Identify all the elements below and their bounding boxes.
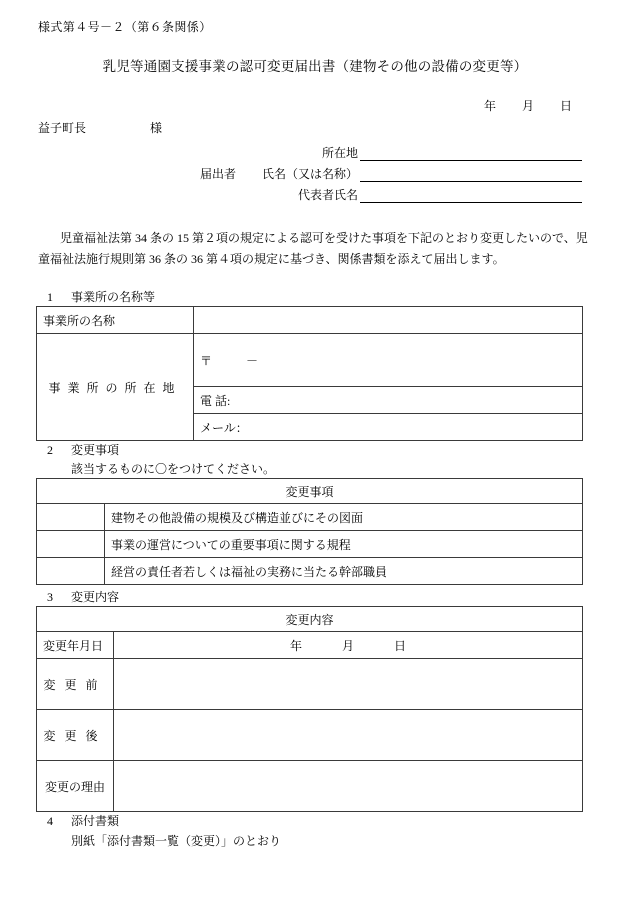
submitter-block <box>38 140 582 203</box>
postal-mark-icon: 〒 <box>200 353 213 368</box>
change-item-label-0: 建物その他設備の規模及び構造並びにその図面 <box>105 504 583 531</box>
date-month-label: 月 <box>521 99 534 113</box>
submitter-name-input[interactable] <box>360 168 582 182</box>
change-date-label: 変更年月日 <box>37 632 114 659</box>
change-date-day-label: 日 <box>394 638 407 653</box>
table-row <box>37 659 583 710</box>
change-items-table <box>36 478 583 585</box>
office-name-value[interactable] <box>194 307 583 334</box>
table-row <box>37 710 583 761</box>
body-paragraph <box>38 228 590 270</box>
change-content-table <box>36 606 583 812</box>
section4-heading <box>47 812 119 829</box>
submitter-address-row <box>38 140 582 161</box>
change-reason-label: 変更の理由 <box>37 761 114 812</box>
change-date-cell[interactable] <box>114 632 583 659</box>
submitter-name-row <box>38 161 582 182</box>
section1-number: 1 <box>47 290 53 304</box>
table-row <box>37 558 583 585</box>
change-item-mark-0[interactable] <box>37 504 105 531</box>
change-before-value[interactable] <box>114 659 583 710</box>
change-date-year-label: 年 <box>289 638 302 653</box>
change-after-value[interactable] <box>114 710 583 761</box>
section4-title: 添付書類 <box>71 814 120 828</box>
date-day-label: 日 <box>559 99 572 113</box>
addressee-honorific: 様 <box>150 121 163 135</box>
table-row <box>37 504 583 531</box>
section2-number: 2 <box>47 443 53 457</box>
section1-heading <box>47 288 155 305</box>
table-header-row <box>37 479 583 504</box>
office-address-label: 事業所の所在地 <box>37 334 194 441</box>
postal-separator: － <box>246 353 259 368</box>
table-row <box>37 307 583 334</box>
table-row <box>37 632 583 659</box>
section3-number: 3 <box>47 590 53 604</box>
addressee-name: 益子町長 <box>38 121 87 135</box>
submitter-representative-row <box>38 182 582 203</box>
section2-instruction: 該当するものに〇をつけてください。 <box>71 462 276 476</box>
section3-title: 変更内容 <box>71 590 120 604</box>
section2-title: 変更事項 <box>71 443 120 457</box>
submitter-name-label: 氏名（又は名称） <box>261 167 358 181</box>
table-row <box>37 334 583 387</box>
section4-number: 4 <box>47 814 53 828</box>
change-item-mark-2[interactable] <box>37 558 105 585</box>
body-paragraph-line2: 児童福祉法施行規則第 36 条の 36 第４項の規定に基づき、関係書類を添えて届出します。 <box>38 231 588 266</box>
table-header-row <box>37 607 583 632</box>
table-row <box>37 761 583 812</box>
change-before-label: 変更前 <box>37 659 114 710</box>
office-info-table <box>36 306 583 441</box>
submitter-representative-input[interactable] <box>360 189 582 203</box>
change-after-label: 変更後 <box>37 710 114 761</box>
office-mail-label: メール： <box>200 420 248 435</box>
change-items-header: 変更事項 <box>37 479 583 504</box>
change-reason-value[interactable] <box>114 761 583 812</box>
date-line <box>484 97 572 114</box>
office-phone-label: 電 話: <box>200 393 231 408</box>
document-title: 乳児等通園支援事業の認可変更届出書（建物その他の設備の変更等） <box>102 59 528 74</box>
date-year-label: 年 <box>483 99 496 113</box>
change-item-mark-1[interactable] <box>37 531 105 558</box>
submitter-address-input[interactable] <box>360 147 582 161</box>
submitter-prefix: 届出者 <box>199 167 236 181</box>
change-item-label-2: 経営の責任者若しくは福祉の実務に当たる幹部職員 <box>105 558 583 585</box>
section4-note: 別紙「添付書類一覧（変更）」のとおり <box>71 834 282 848</box>
form-number: 様式第４号－２（第６条関係） <box>38 20 212 34</box>
section1-title: 事業所の名称等 <box>71 290 156 304</box>
section2-heading <box>47 441 119 458</box>
change-content-header: 変更内容 <box>37 607 583 632</box>
change-item-label-1: 事業の運営についての重要事項に関する規程 <box>105 531 583 558</box>
office-name-label: 事業所の名称 <box>37 307 194 334</box>
office-postal-cell[interactable] <box>194 334 583 387</box>
section3-heading <box>47 588 119 605</box>
table-row <box>37 531 583 558</box>
addressee <box>38 119 162 136</box>
change-date-month-label: 月 <box>342 638 355 653</box>
office-phone-cell[interactable] <box>194 387 583 414</box>
body-paragraph-line1: 児童福祉法第 34 条の 15 第２項の規定による認可を受けた事項を下記のとおり変更したいので、 <box>60 231 576 245</box>
submitter-representative-label: 代表者氏名 <box>297 188 358 202</box>
office-mail-cell[interactable] <box>194 414 583 441</box>
submitter-address-label: 所在地 <box>321 146 358 160</box>
